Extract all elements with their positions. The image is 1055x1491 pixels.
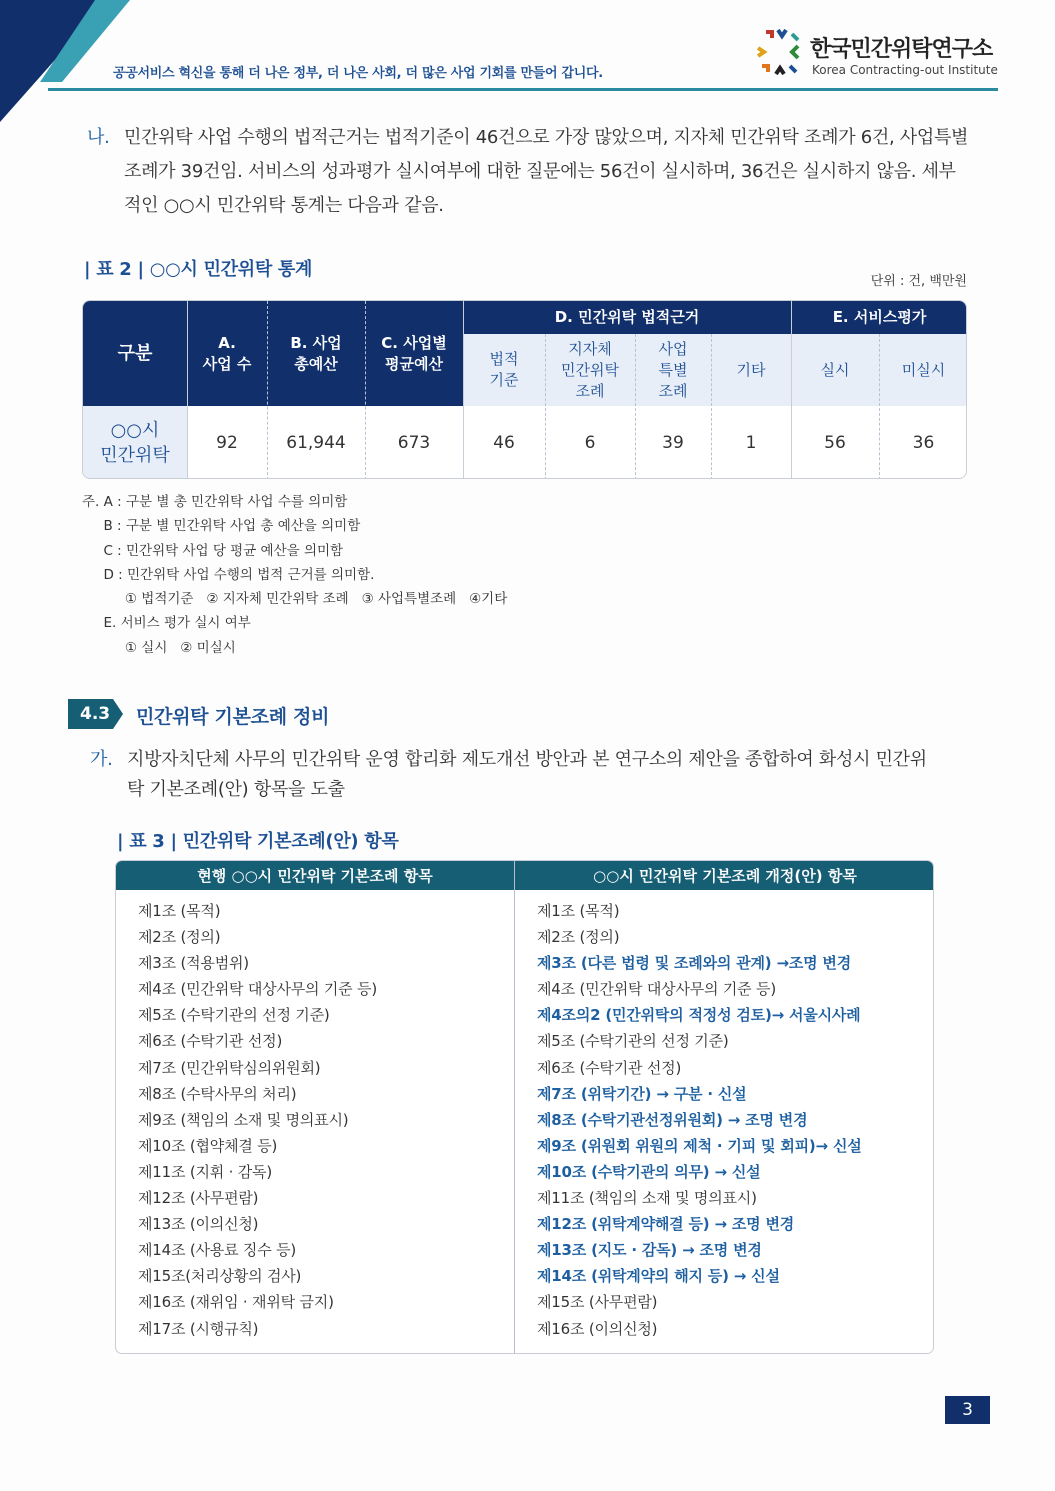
header-a-line2: 사업 수 [202, 354, 252, 373]
list-item: 제4조 (민간위탁 대상사무의 기준 등) [138, 980, 377, 999]
list-item-changed: 제9조 (위원회 위원의 제척 · 기피 및 회피)→ 신설 [537, 1136, 862, 1155]
cell-e2: 36 [879, 406, 967, 479]
header-d3-line3: 조례 [658, 381, 688, 400]
list-item: 제16조 (재위임 · 재위탁 금지) [138, 1293, 334, 1312]
list-item: 제5조 (수탁기관의 선정 기준) [537, 1032, 729, 1051]
current-regulation-list [138, 898, 377, 1342]
paragraph-text: 지방자치단체 사무의 민간위탁 운영 합리화 제도개선 방안과 본 연구소의 제안을 종합하여 화성시 민간위탁 기본조례(안) 항목을 도출 [127, 749, 927, 800]
list-item: 제6조 (수탁기관 선정) [537, 1058, 682, 1077]
note-line: B : 구분 별 민간위탁 사업 총 예산을 의미함 [82, 518, 361, 535]
revised-regulation-header: ○○시 민간위탁 기본조례 개정(안) 항목 [515, 861, 934, 890]
header-group-e: E. 서비스평가 [791, 301, 967, 334]
list-item-changed: 제12조 (위탁계약해결 등) → 조명 변경 [537, 1215, 795, 1234]
list-item-changed: 제7조 (위탁기간) → 구분 · 신설 [537, 1084, 747, 1103]
cell-d1: 46 [463, 406, 545, 479]
list-item: 제6조 (수탁기관 선정) [138, 1032, 283, 1051]
col-separator [463, 301, 464, 479]
header-e2: 미실시 [879, 334, 967, 406]
revised-regulation-list [537, 898, 862, 1342]
header-b-line2: 총예산 [294, 354, 338, 373]
cell-c: 673 [365, 406, 463, 479]
header-a-line1: A. [218, 333, 236, 352]
header-divider [48, 88, 998, 91]
list-item: 제11조 (지휘 · 감독) [138, 1162, 273, 1181]
list-item: 제4조 (민간위탁 대상사무의 기준 등) [537, 980, 776, 999]
list-item: 제2조 (정의) [138, 928, 221, 947]
list-item: 제15조 (사무편람) [537, 1293, 658, 1312]
page-number: 3 [945, 1396, 990, 1424]
header-b [267, 301, 365, 406]
cell-d3: 39 [635, 406, 711, 479]
paragraph-na [87, 121, 972, 223]
paragraph-marker: 가. [90, 749, 113, 770]
list-item: 제15조(처리상황의 검사) [138, 1267, 302, 1286]
table-2-notes [82, 490, 507, 660]
list-item: 제10조 (협약체결 등) [138, 1136, 278, 1155]
regulation-table [115, 860, 934, 1354]
col-separator [365, 301, 366, 479]
paragraph-ga [90, 745, 940, 805]
logo-mark-icon [752, 26, 804, 78]
header-b-line1: B. 사업 [290, 333, 342, 352]
list-item: 제16조 (이의신청) [537, 1319, 658, 1338]
header-c [365, 301, 463, 406]
current-regulation-header: 현행 ○○시 민간위탁 기본조례 항목 [116, 861, 514, 890]
paragraph-marker: 나. [87, 127, 110, 148]
note-line: D : 민간위탁 사업 수행의 법적 근거를 의미함. [82, 566, 375, 583]
col-separator [267, 301, 268, 479]
header-d3-line1: 사업 [658, 339, 688, 358]
header-slogan: 공공서비스 혁신을 통해 더 나은 정부, 더 나은 사회, 더 많은 사업 기회를 만들어 갑니다. [113, 66, 603, 81]
header-c-line2: 평균예산 [385, 354, 443, 373]
header-d2-line1: 지자체 [568, 339, 612, 358]
header-d1-line1: 법적 [489, 350, 519, 368]
list-item: 제13조 (이의신청) [138, 1215, 259, 1234]
logo-name-ko: 한국민간위탁연구소 [810, 37, 993, 62]
section-number-wrap [68, 699, 123, 729]
list-item-changed: 제8조 (수탁기관선정위원회) → 조명 변경 [537, 1110, 808, 1129]
list-item: 제8조 (수탁사무의 처리) [138, 1084, 297, 1103]
note-line: ① 법적기준 ② 지자체 민간위탁 조례 ③ 사업특별조례 ④기타 [82, 591, 508, 608]
header-group-d: D. 민간위탁 법적근거 [463, 301, 791, 334]
header-d2-line2: 민간위탁 [561, 360, 619, 379]
list-item: 제2조 (정의) [537, 928, 620, 947]
list-item: 제5조 (수탁기관의 선정 기준) [138, 1006, 330, 1025]
col-separator [879, 334, 880, 479]
row-label [83, 406, 187, 479]
row-label-line2: 민간위탁 [100, 445, 170, 466]
section-title: 민간위탁 기본조례 정비 [136, 706, 330, 728]
header-a [187, 301, 267, 406]
institute-logo [752, 26, 1002, 82]
list-item: 제3조 (적용범위) [138, 954, 249, 973]
list-item-changed: 제10조 (수탁기관의 의무) → 신설 [537, 1162, 761, 1181]
note-line: 주. A : 구분 별 총 민간위탁 사업 수를 의미함 [82, 494, 348, 510]
list-item: 제1조 (목적) [138, 902, 221, 920]
list-item: 제9조 (책임의 소재 및 명의표시) [138, 1110, 349, 1129]
table-2-unit: 단위 : 건, 백만원 [870, 274, 967, 289]
paragraph-text: 민간위탁 사업 수행의 법적근거는 법적기준이 46건으로 가장 많았으며, 지자체 민간위탁 조례가 6건, 사업특별조례가 39건임. 서비스의 성과평가 실시여부에 대한 질문에는 56건이 실시하며, 36건은 실시하지 않음. 세부적인 ○○시 민간위탁 통계는 다음과 같음. [124, 127, 969, 216]
header-d2-line3: 조례 [575, 381, 605, 400]
note-line: E. 서비스 평가 실시 여부 [82, 615, 251, 632]
list-item: 제1조 (목적) [537, 902, 620, 920]
col-separator [711, 334, 712, 479]
cell-d4: 1 [711, 406, 791, 479]
header-e1: 실시 [791, 334, 879, 406]
table-3-caption: | 표 3 | 민간위탁 기본조례(안) 항목 [117, 831, 399, 852]
list-item: 제11조 (책임의 소재 및 명의표시) [537, 1189, 757, 1208]
list-item: 제12조 (사무편람) [138, 1189, 259, 1208]
note-line: ① 실시 ② 미실시 [82, 639, 236, 656]
cell-a: 92 [187, 406, 267, 479]
cell-e1: 56 [791, 406, 879, 479]
cell-b: 61,944 [267, 406, 365, 479]
col-separator [187, 301, 188, 479]
row-label-line1: ○○시 [110, 420, 160, 441]
list-item: 제7조 (민간위탁심의위원회) [138, 1058, 321, 1077]
note-line: C : 민간위탁 사업 당 평균 예산을 의미함 [82, 542, 344, 559]
cell-d2: 6 [545, 406, 635, 479]
list-item: 제17조 (시행규칙) [138, 1319, 259, 1338]
section-number: 4.3 [80, 704, 111, 724]
list-item-changed: 제14조 (위탁계약의 해지 등) → 신설 [537, 1267, 780, 1286]
header-d4: 기타 [711, 334, 791, 406]
header-d1-line2: 기준 [489, 371, 519, 389]
list-item-changed: 제4조의2 (민간위탁의 적정성 검토)→ 서울시사례 [537, 1006, 861, 1025]
list-item: 제14조 (사용료 징수 등) [138, 1241, 297, 1260]
col-separator [791, 301, 792, 479]
col-separator [545, 334, 546, 479]
header-d3 [635, 334, 711, 406]
header-category: 구분 [83, 301, 187, 406]
header-d3-line2: 특별 [658, 360, 688, 379]
col-separator [635, 334, 636, 479]
stats-table [82, 300, 967, 479]
logo-name-en: Korea Contracting-out Institute [812, 63, 998, 77]
table-2-caption: | 표 2 | ○○시 민간위탁 통계 [84, 259, 313, 280]
header-d2 [545, 334, 635, 406]
list-item-changed: 제3조 (다른 법령 및 조례와의 관계) →조명 변경 [537, 954, 852, 973]
header-d1 [463, 334, 545, 406]
column-divider [514, 861, 515, 1354]
header-c-line1: C. 사업별 [381, 333, 447, 352]
list-item-changed: 제13조 (지도 · 감독) → 조명 변경 [537, 1241, 762, 1260]
